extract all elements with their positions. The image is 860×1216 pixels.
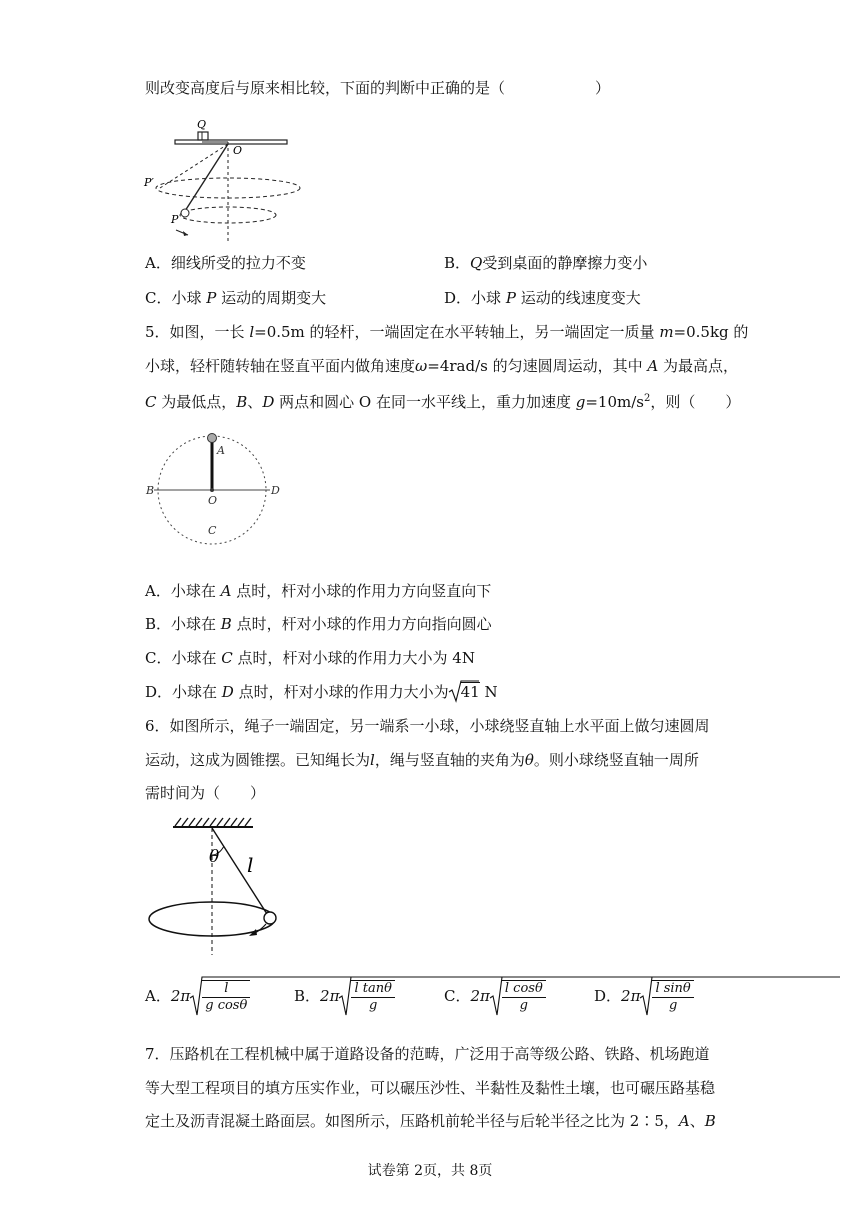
q5-figure — [140, 430, 285, 545]
q5-fig-label-o: O — [208, 494, 218, 507]
q5-stem-line3: C 为最低点，B、D 两点和圆心 O 在同一水平线上，重力加速度 $g=10m/s^2$，则（ ） — [145, 393, 741, 411]
q4-option-c: C．小球 P 运动的周期变大 — [145, 289, 327, 307]
page-footer: 试卷第 2页，共 8页 — [367, 1163, 493, 1179]
q6-option-c: C．2π $\frac{\text{l cosθ}}{g}$ — [444, 976, 546, 1016]
q6-option-b: B．2π $\frac{\text{l tanθ}}{g}$ — [294, 976, 395, 1016]
q6-option-a: A．2π $\frac{l}{\text{g cosθ}}$ — [145, 976, 250, 1016]
q5-stem-line1: 5．如图，一长 l=0.5m 的轻杆，一端固定在水平转轴上，另一端固定一质量 m=0.5kg 的 — [145, 323, 749, 341]
q6-fig-label-theta: θ — [209, 847, 220, 867]
q6-option-d: D．2π $\frac{\text{l sinθ}}{g}$ — [594, 976, 694, 1016]
q5-fig-label-a: A — [217, 444, 225, 457]
q6-figure — [145, 815, 285, 960]
q4-figure — [140, 118, 300, 244]
q6-stem-line3: 需时间为（ ） — [145, 784, 266, 802]
q6-stem-line1: 6．如图所示，绳子一端固定，另一端系一小球，小球绕竖直轴上水平面上做匀速圆周 — [145, 717, 710, 735]
q4-option-a: A．细线所受的拉力不变 — [145, 254, 306, 272]
q6-fig-label-l: l — [247, 853, 254, 877]
q5-fig-label-c: C — [208, 524, 217, 537]
q5-fig-label-b: B — [146, 484, 155, 497]
q4-fig-label-p: P — [171, 213, 179, 226]
q4-option-b: B．Q受到桌面的静摩擦力变小 — [444, 254, 648, 272]
q7-stem-line2: 等大型工程项目的填方压实作业，可以碾压沙性、半黏性及黏性土壤，也可碾压路基稳 — [145, 1079, 716, 1097]
sqrt-symbol: 41 — [449, 682, 480, 702]
q7-stem-line3: 定土及沥青混凝土路面层。如图所示，压路机前轮半径与后轮半径之比为 2∶5，A、B — [145, 1112, 716, 1130]
q4-fig-label-pprime: P′ — [144, 176, 154, 189]
q5-option-c: C．小球在 C 点时，杆对小球的作用力大小为 4N — [145, 649, 475, 667]
q5-option-a: A．小球在 A 点时，杆对小球的作用力方向竖直向下 — [145, 582, 492, 600]
q4-fig-label-o: O — [233, 144, 243, 157]
q5-option-b: B．小球在 B 点时，杆对小球的作用力方向指向圆心 — [145, 615, 492, 633]
q5-option-d: D．小球在 D 点时，杆对小球的作用力大小为 41 N — [145, 683, 498, 701]
q5-fig-label-d: D — [271, 484, 280, 497]
q5-stem-line2: 小球，轻杆随转轴在竖直平面内做角速度ω=4rad/s 的匀速圆周运动，其中 A 为最高点， — [145, 357, 738, 375]
q4-fig-label-q: Q — [197, 118, 207, 131]
q4-stem-tail: 则改变高度后与原来相比较，下面的判断中正确的是（ ） — [145, 79, 611, 97]
q4-option-d: D．小球 P 运动的线速度变大 — [444, 289, 641, 307]
q6-stem-line2: 运动，这成为圆锥摆。已知绳长为l，绳与竖直轴的夹角为θ。则小球绕竖直轴一周所 — [145, 751, 699, 769]
q7-stem-line1: 7．压路机在工程机械中属于道路设备的范畴，广泛用于高等级公路、铁路、机场跑道 — [145, 1045, 710, 1063]
